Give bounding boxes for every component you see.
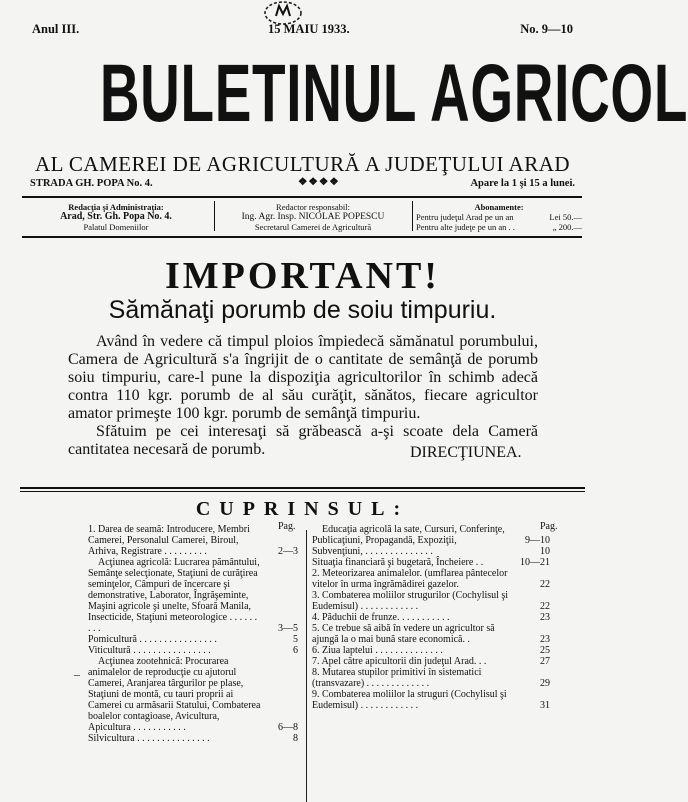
contents-entry-page: 22 <box>540 579 550 590</box>
contents-entry-text: Educaţia agricolă la sate, Cursuri, Conferinţe, Publicaţiuni, Propagandă, Expoziţii, <box>312 524 505 546</box>
subscription-label: Abonamente: <box>474 202 524 212</box>
contents-entry-text: Viticultură . . . . . . . . . . . . . . . . <box>88 645 211 656</box>
contents-entry-page: 23 <box>540 634 550 645</box>
subscription-text: Pentru alte judeţe pe un an . . <box>416 222 515 232</box>
subscription-price: „ 200.— <box>552 222 582 232</box>
contents-column-divider <box>306 530 307 802</box>
address-frequency-strip <box>30 178 575 192</box>
contents-entry-page: 8 <box>293 733 298 744</box>
street-address: STRADA GH. POPA No. 4. <box>30 178 153 189</box>
contents-entry <box>88 656 300 733</box>
contents-entry-text: 2. Meteorizarea animalelor. (umflarea pântecelor vitelor în urma îngrămădirei gazelor. <box>312 568 508 590</box>
contents-entry <box>312 612 552 623</box>
publication-frequency: Apare la 1 şi 15 a lunei. <box>470 178 575 189</box>
contents-entry-text: Situaţia financiară şi bugetară, Încheiere . . <box>312 557 484 568</box>
subscription-row <box>416 212 582 222</box>
year-label: Anul III. <box>32 22 80 36</box>
contents-entry-page: 9—10 <box>525 535 550 546</box>
contents-entry-page: 6—8 <box>278 722 298 733</box>
contents-entry-page: 3—5 <box>278 623 298 634</box>
editor-name: Ing. Agr. Insp. NICOLAE POPESCU <box>241 212 385 222</box>
issue-date: 15 MAIU 1933. <box>268 22 350 36</box>
contents-entry-text: Pomicultură . . . . . . . . . . . . . . . . <box>88 634 217 645</box>
notice-title: IMPORTANT! <box>165 255 440 297</box>
contents-entry <box>88 634 300 645</box>
contents-entry-page: 5 <box>293 634 298 645</box>
contents-entry-page: 23 <box>540 612 550 623</box>
notice-paragraph: Sfătuim pe cei interesaţi să grăbească a-şi scoate dela Cameră cantitatea necesară de porumb. <box>68 423 538 458</box>
contents-entry-text: Subvenţiuni, . . . . . . . . . . . . . . <box>312 546 433 557</box>
contents-entry <box>88 524 300 557</box>
masthead-info-box <box>22 196 582 238</box>
contents-entry <box>312 524 552 546</box>
ornament-divider: ❖❖❖❖ <box>298 177 340 188</box>
contents-entry-text: 6. Ziua laptelui . . . . . . . . . . . . . . <box>312 645 443 656</box>
editor-column <box>218 202 408 232</box>
column-divider <box>412 201 413 231</box>
page-column-label: Pag. <box>278 521 296 532</box>
editor-label: Redactor responsabil: <box>276 202 350 212</box>
column-divider <box>214 201 215 231</box>
contents-entry-page: 29 <box>540 678 550 689</box>
contents-entry-page: 22 <box>540 601 550 612</box>
editor-role: Secretarul Camerei de Agricultură <box>254 222 372 232</box>
contents-entry-text: 5. Ce trebue să aibă în vedere un agricultor să ajungă la o mai bună stare economică. . <box>312 623 495 645</box>
contents-entry-page: 27 <box>540 656 550 667</box>
publisher-subtitle: AL CAMEREI DE AGRICULTURĂ A JUDEŢULUI ARAD <box>34 152 571 176</box>
administration-label: Redacţia şi Administraţia: <box>68 202 164 212</box>
administration-column <box>22 202 210 232</box>
contents-entry-text: 9. Combaterea moliilor la struguri (Cochylisul şi Eudemisul) . . . . . . . . . . . . <box>312 689 507 711</box>
contents-entry <box>88 733 300 744</box>
contents-entry-page: 31 <box>540 700 550 711</box>
contents-entry-text: 4. Păduchii de frunze. . . . . . . . . . . <box>312 612 450 623</box>
issue-header-line <box>20 22 585 40</box>
contents-entry <box>312 568 552 590</box>
contents-entry <box>312 667 552 689</box>
contents-entry-text: Silvicultura . . . . . . . . . . . . . . . <box>88 733 210 744</box>
masthead-title: BULETINUL AGRICOL <box>99 48 688 139</box>
administration-place: Palatul Domeniilor <box>83 222 149 232</box>
contents-entry-text: 1. Darea de seamă: Introducere, Membri Camerei, Personalul Camerei, Biroul, Arhiva, Registrare . . . . . . . . . <box>88 524 250 557</box>
margin-dash: – <box>74 667 80 681</box>
contents-entry-page: 25 <box>540 645 550 656</box>
contents-entry-text: 3. Combaterea moliilor strugurilor (Cochylisul şi Eudemisul) . . . . . . . . . . . . <box>312 590 509 612</box>
subscription-row <box>416 222 582 232</box>
contents-entry-text: Acţiunea agricolă: Lucrarea pământului, Semânţe selecţionate, Staţiuni de curăţirea seminţelor, Câmpuri de încercare şi demonstrative, Laborator, Îngrăşeminte, Maşini agricole şi unelte, Sfoară Manila, Insecticide, Staţiuni meteorologice . . . . . . . . . <box>88 557 260 634</box>
contents-entry-text: 7. Apel către apicultorii din judeţul Arad. . . <box>312 656 487 667</box>
section-divider <box>20 487 585 489</box>
contents-entry-page: 10—21 <box>520 557 550 568</box>
contents-entry-text: Acţiunea zootehnică: Procurarea animalelor de reproducţie cu ajutorul Camerei, Aranjarea târgurilor pe plase, Staţiuni de montă, cu tauri proprii ai Camerei cu armăsarii Statului, Combaterea boalelor contagioase, Avicultura, Apicultura . . . . . . . . . . . <box>88 656 261 733</box>
contents-entry <box>312 557 552 568</box>
subscription-price: Lei 50.— <box>549 212 582 222</box>
contents-entry <box>312 689 552 711</box>
contents-entry <box>312 623 552 645</box>
contents-left-column <box>88 524 300 744</box>
contents-entry-page: 10 <box>540 546 550 557</box>
contents-entry-page: 2—3 <box>278 546 298 557</box>
subscription-text: Pentru judeţul Arad pe un an <box>416 212 514 222</box>
contents-entry <box>312 656 552 667</box>
notice-headline: Sămănaţi porumb de soiu timpuriu. <box>108 296 497 324</box>
contents-right-column <box>312 524 552 711</box>
contents-entry <box>88 557 300 634</box>
subscription-column <box>416 202 582 232</box>
section-divider <box>20 491 585 492</box>
contents-entry-text: 8. Mutarea stupilor primitivi în sistematici (transvazare) . . . . . . . . . . . . . <box>312 667 482 689</box>
page-column-label: Pag. <box>540 521 558 532</box>
notice-signature: DIRECŢIUNEA. <box>410 444 522 461</box>
notice-body <box>68 333 538 459</box>
contents-entry <box>312 645 552 656</box>
contents-entry-page: 6 <box>293 645 298 656</box>
contents-entry <box>88 645 300 656</box>
contents-entry <box>312 590 552 612</box>
administration-address: Arad, Str. Gh. Popa No. 4. <box>60 211 172 222</box>
issue-number: No. 9—10 <box>520 22 573 36</box>
contents-title: CUPRINSUL: <box>195 498 410 520</box>
notice-paragraph: Având în vedere că timpul ploios împiedecă sămănatul porumbului, Camera de Agricultură s'a îngrijit de o cantitate de semânţă de porumb soiu timpuriu, care-l pune la dispoziţia agricultorilor în schimb adecă contra 110 kgr. porumb de al său curăţit, sănătos, fiecare agricultor amator primeşte 100 kgr. porumb de semânţă timpuriu. <box>68 333 538 422</box>
contents-entry <box>312 546 552 557</box>
